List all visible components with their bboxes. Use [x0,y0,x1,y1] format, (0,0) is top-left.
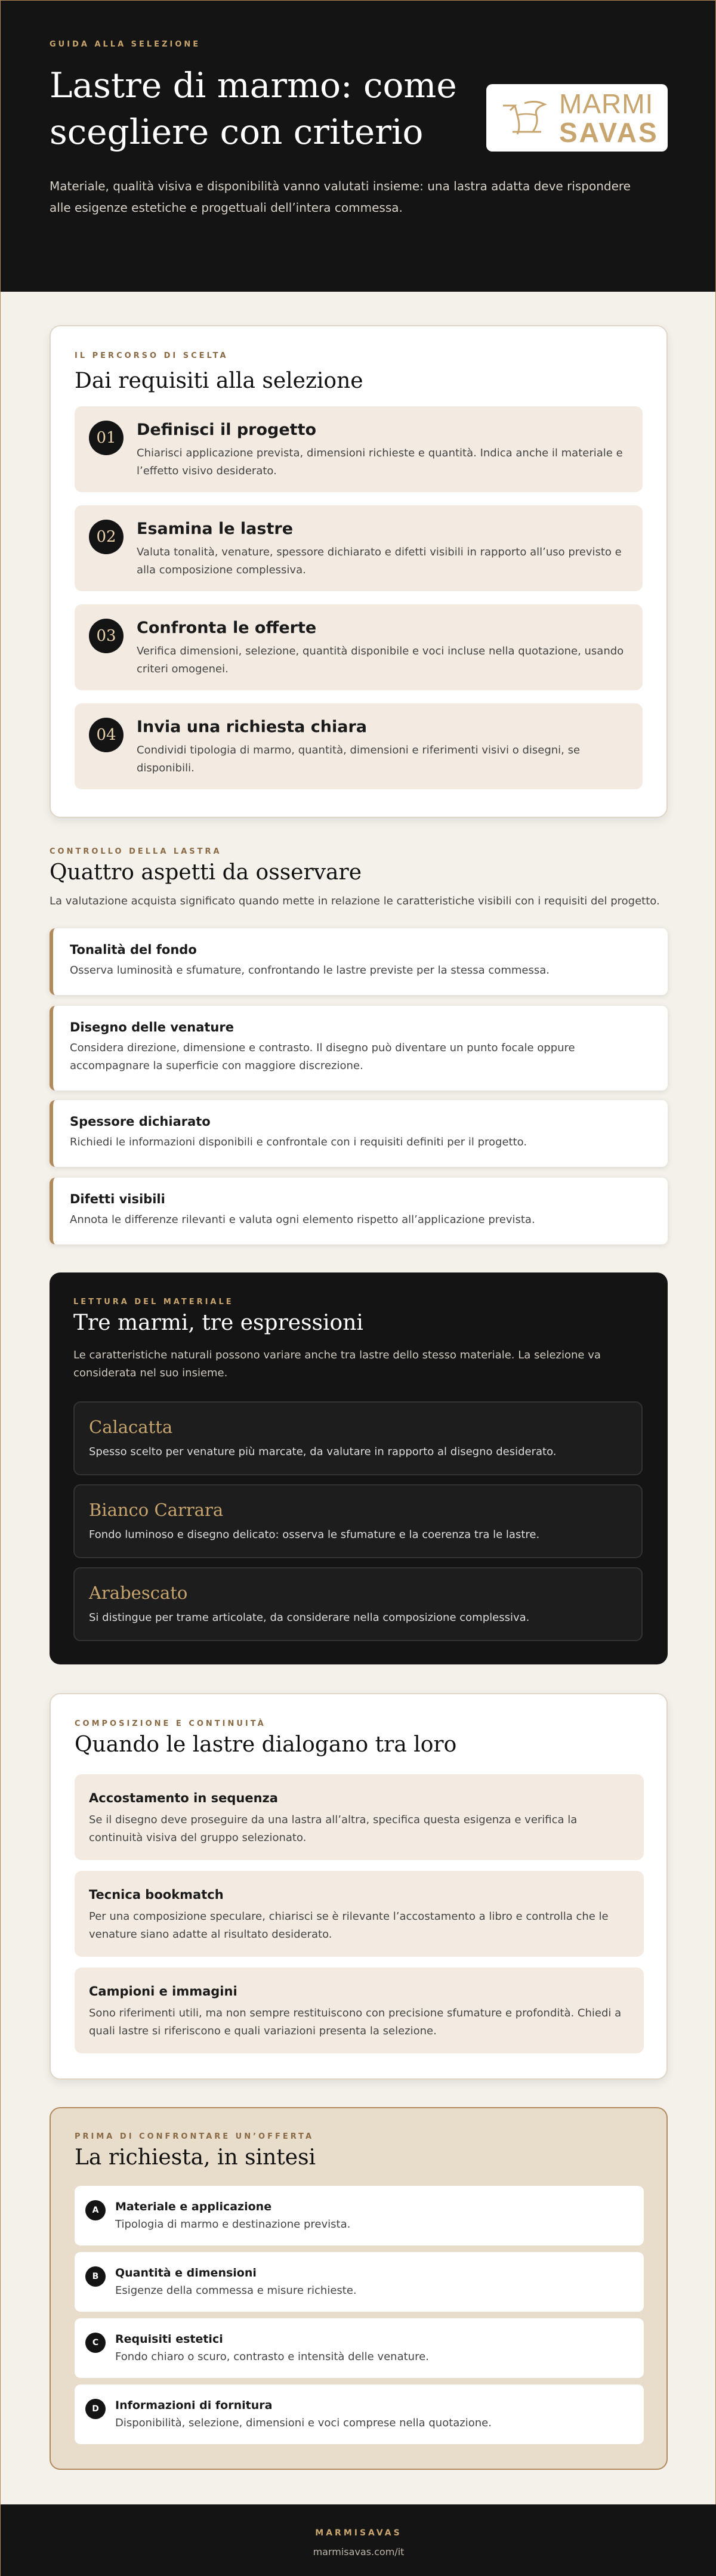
composition-eyebrow: COMPOSIZIONE E CONTINUITÀ [75,1719,266,1728]
aspect-text: Richiedi le informazioni disponibili e confrontale con i requisiti definiti per il progetto. [70,1136,527,1148]
aspect-title: Difetti visibili [70,1192,165,1206]
logo-line-1: MARMI [559,88,654,119]
step-number: 02 [89,520,124,554]
request-text: Tipologia di marmo e destinazione prevista. [115,2218,351,2231]
marble-logo-icon [499,97,551,139]
request-title: Materiale e applicazione [115,2200,272,2213]
hero-eyebrow: GUIDA ALLA SELEZIONE [50,40,201,49]
request-item [75,2318,644,2378]
composition-item-title: Accostamento in sequenza [89,1791,278,1805]
control-eyebrow: CONTROLLO DELLA LASTRA [50,847,222,856]
logo-line-2: SAVAS [559,116,659,148]
composition-item [75,1774,644,1860]
marbles-intro: Le caratteristiche naturali possono variare anche tra lastre dello stesso materiale. La selezione va considerata nel suo insieme. [73,1349,601,1379]
composition-item-text: Sono riferimenti utili, ma non sempre restituiscono con precisione sfumature e profondità. Chiedi a quali lastre si riferiscono e quali variazioni presenta la selezione. [89,2007,622,2037]
hero-intro: Materiale, qualità visiva e disponibilità vanno valutati insieme: una lastra adatta deve rispondere alle esigenze estetiche e progettuali dell’intera commessa. [50,179,631,215]
footer-brand: MARMISAVAS [315,2528,402,2538]
page-title: Lastre di marmo: come scegliere con criterio [50,65,457,152]
composition-title: Quando le lastre dialogano tra loro [75,1732,457,1757]
marble-name: Bianco Carrara [89,1500,224,1520]
step-number: 01 [89,421,124,455]
request-text: Fondo chiaro o scuro, contrasto e intensità delle venature. [115,2350,429,2363]
marble-text: Fondo luminoso e disegno delicato: osserva le sfumature e la coerenza tra le lastre. [89,1528,540,1541]
composition-item-text: Per una composizione speculare, chiarisci se è rilevante l’accostamento a libro e controlla che le venature siano adatte al risultato desiderato. [89,1910,609,1941]
request-badge: C [85,2333,106,2353]
step-card [75,604,643,690]
request-title: Requisiti estetici [115,2333,223,2346]
aspect-title: Tonalità del fondo [70,943,197,957]
step-number: 03 [89,619,124,653]
request-item [75,2252,644,2312]
marble-name: Arabescato [89,1583,188,1603]
hero [1,0,715,292]
aspect-text: Considera direzione, dimensione e contrasto. Il disegno può diventare un punto focale oppure accompagnare la superficie con maggiore discrezione. [70,1042,575,1072]
request-text: Esigenze della commessa e misure richieste. [115,2284,357,2297]
request-badge: D [85,2399,106,2419]
request-title: Quantità e dimensioni [115,2266,257,2280]
composition-item-title: Tecnica bookmatch [89,1888,224,1902]
marble-card [73,1484,643,1558]
step-number: 04 [89,718,124,752]
step-card [75,406,643,492]
marbles-eyebrow: LETTURA DEL MATERIALE [73,1298,234,1306]
marble-name: Calacatta [89,1417,173,1437]
aspect-text: Annota le differenze rilevanti e valuta ogni elemento rispetto all’applicazione prevista. [70,1213,535,1226]
aspect-title: Spessore dichiarato [70,1114,211,1129]
marble-card [73,1401,643,1475]
process-eyebrow: IL PERCORSO DI SCELTA [75,351,229,360]
control-intro: La valutazione acquista significato quando mette in relazione le caratteristiche visibili con i requisiti del progetto. [50,895,660,907]
step-text: Verifica dimensioni, selezione, quantità disponibile e voci incluse nella quotazione, usando criteri omogenei. [137,645,624,675]
process-title: Dai requisiti alla selezione [75,369,363,393]
composition-item [75,1967,644,2053]
step-title: Confronta le offerte [137,619,317,637]
marbles-title: Tre marmi, tre espressioni [73,1311,363,1335]
composition-card [50,1693,668,2080]
aspect-card [50,1100,668,1167]
composition-item [75,1871,644,1957]
step-card [75,505,643,591]
marbles-card [50,1272,668,1664]
step-title: Definisci il progetto [137,421,317,439]
request-title: Informazioni di fornitura [115,2399,273,2412]
aspect-text: Osserva luminosità e sfumature, confrontando le lastre previste per la stessa commessa. [70,964,550,977]
marble-text: Si distingue per trame articolate, da considerare nella composizione complessiva. [89,1611,530,1624]
process-card [50,325,668,818]
step-card [75,703,643,789]
summary-card [50,2107,668,2470]
step-text: Chiarisci applicazione prevista, dimensioni richieste e quantità. Indica anche il materiale e l’effetto visivo desiderato. [137,447,623,477]
aspect-card [50,928,668,995]
aspect-card [50,1006,668,1091]
brand-logo[interactable] [486,84,668,152]
step-title: Invia una richiesta chiara [137,718,368,736]
summary-title: La richiesta, in sintesi [75,2145,316,2170]
request-badge: B [85,2266,106,2287]
step-text: Condividi tipologia di marmo, quantità, dimensioni e riferimenti visivi o disegni, se disponibili. [137,744,581,774]
footer [1,2504,716,2576]
control-title: Quattro aspetti da osservare [50,860,362,885]
logo-wordmark [559,90,659,146]
composition-item-text: Se il disegno deve proseguire da una lastra all’altra, specifica questa esigenza e verifica la continuità visiva del gruppo selezionato. [89,1814,578,1844]
aspect-card [50,1178,668,1244]
aspect-title: Disegno delle venature [70,1020,234,1034]
marble-card [73,1567,643,1641]
request-text: Disponibilità, selezione, dimensioni e voci comprese nella quotazione. [115,2417,492,2429]
request-badge: A [85,2200,106,2220]
request-item [75,2385,644,2444]
step-text: Valuta tonalità, venature, spessore dichiarato e difetti visibili in rapporto all’uso previsto e alla composizione complessiva. [137,546,622,576]
step-title: Esamina le lastre [137,520,294,538]
summary-eyebrow: PRIMA DI CONFRONTARE UN’OFFERTA [75,2132,314,2141]
marble-text: Spesso scelto per venature più marcate, da valutare in rapporto al disegno desiderato. [89,1445,557,1458]
request-item [75,2186,644,2245]
footer-link[interactable]: marmisavas.com/it [313,2546,405,2558]
composition-item-title: Campioni e immagini [89,1984,237,1999]
